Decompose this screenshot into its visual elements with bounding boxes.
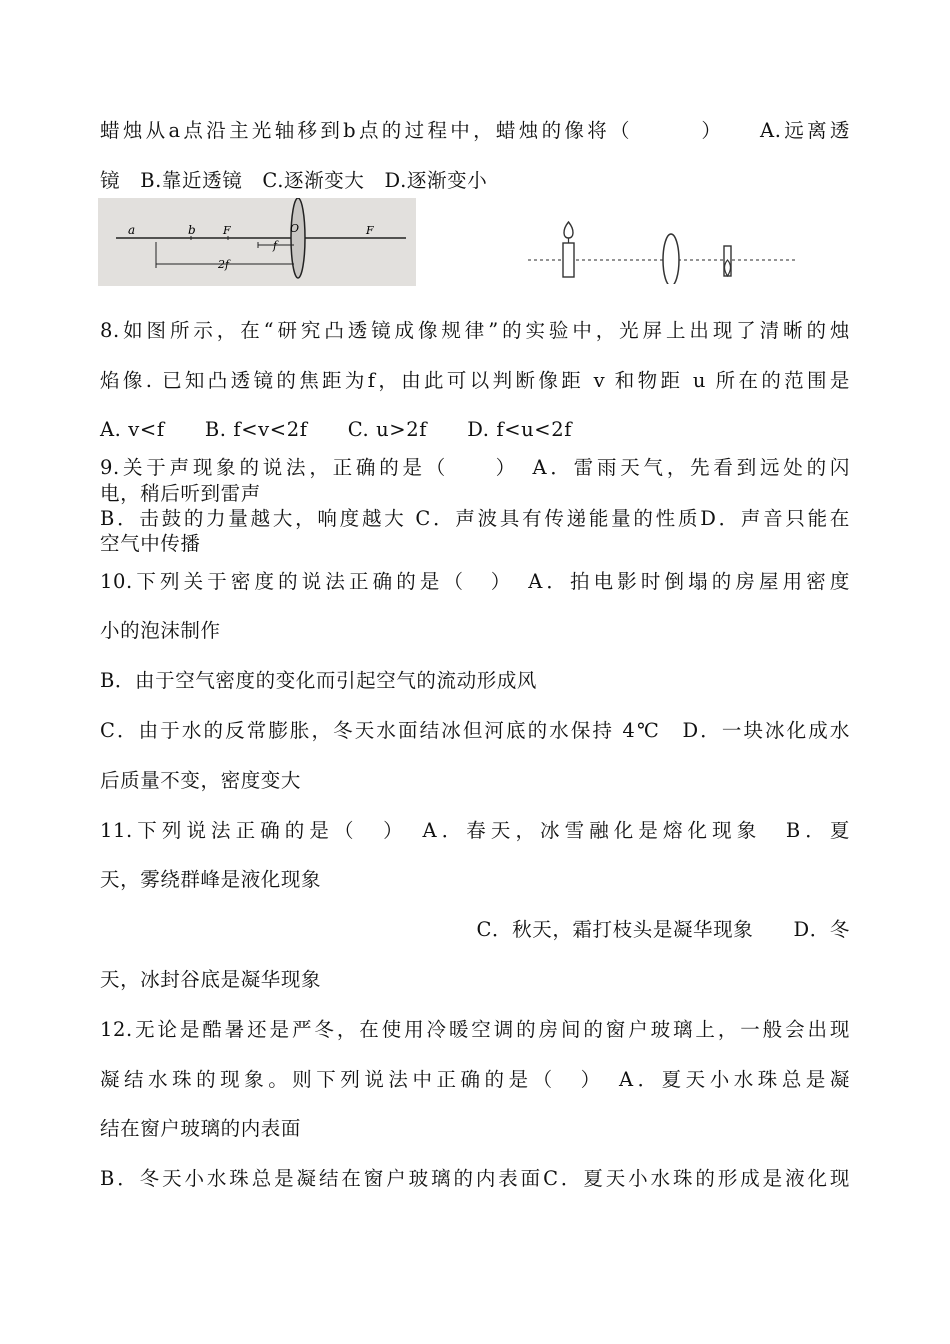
question11-line3: C．秋天，霜打枝头是凝华现象 D．冬 — [476, 918, 850, 941]
candle-lens-screen-figure — [525, 214, 800, 284]
question7-options: 镜 B.靠近透镜 C.逐渐变大 D.逐渐变小 — [100, 169, 488, 192]
question7-line1: 蜡烛从a点沿主光轴移到b点的过程中，蜡烛的像将（ ） A.远离透 — [100, 119, 850, 142]
question10-line4: C．由于水的反常膨胀，冬天水面结冰但河底的水保持 4℃ D．一块冰化成水 — [100, 719, 850, 742]
question9-line1: 9.关于声现象的说法，正确的是（ ） A．雷雨天气，先看到远处的闪 — [100, 456, 850, 479]
question12-line2: 凝结水珠的现象。则下列说法中正确的是（ ） A．夏天小水珠总是凝 — [100, 1068, 850, 1091]
question8-line2: 焰像. 已知凸透镜的焦距为f，由此可以判断像距 v 和物距 u 所在的范围是 — [100, 369, 850, 392]
question10-line2: 小的泡沫制作 — [100, 619, 221, 642]
question10-line1: 10.下列关于密度的说法正确的是（ ） A．拍电影时倒塌的房屋用密度 — [100, 570, 850, 593]
question11-line4: 天，冰封谷底是凝华现象 — [100, 968, 322, 991]
question10-line5: 后质量不变，密度变大 — [100, 769, 302, 792]
label-b: b — [188, 223, 196, 237]
label-2f: 2f — [218, 258, 230, 271]
question9-line2: 电，稍后听到雷声 — [100, 482, 261, 505]
question10-line3: B．由于空气密度的变化而引起空气的流动形成风 — [100, 669, 538, 692]
question12-line1: 12.无论是酷暑还是严冬，在使用冷暖空调的房间的窗户玻璃上，一般会出现 — [100, 1018, 850, 1041]
question9-line4: 空气中传播 — [100, 532, 201, 555]
question11-line1: 11.下列说法正确的是（ ） A．春天，冰雪融化是熔化现象 B．夏 — [100, 819, 850, 842]
question8-line1: 8.如图所示，在“研究凸透镜成像规律”的实验中，光屏上出现了清晰的烛 — [100, 319, 850, 342]
label-focus-left: F — [223, 224, 231, 237]
question12-line4: B．冬天小水珠总是凝结在窗户玻璃的内表面C．夏天小水珠的形成是液化现 — [100, 1167, 850, 1190]
lens-axis-figure — [98, 198, 416, 286]
question11-line2: 天，雾绕群峰是液化现象 — [100, 868, 322, 891]
label-focus-right: F — [366, 224, 374, 237]
label-a: a — [128, 223, 136, 237]
question8-options: A. v<f B. f<v<2f C. u>2f D. f<u<2f — [100, 418, 573, 441]
label-f: f — [273, 239, 278, 252]
question12-line3: 结在窗户玻璃的内表面 — [100, 1117, 302, 1140]
label-optical-center: O — [290, 222, 300, 235]
question9-line3: B．击鼓的力量越大，响度越大 C．声波具有传递能量的性质D．声音只能在 — [100, 507, 850, 530]
